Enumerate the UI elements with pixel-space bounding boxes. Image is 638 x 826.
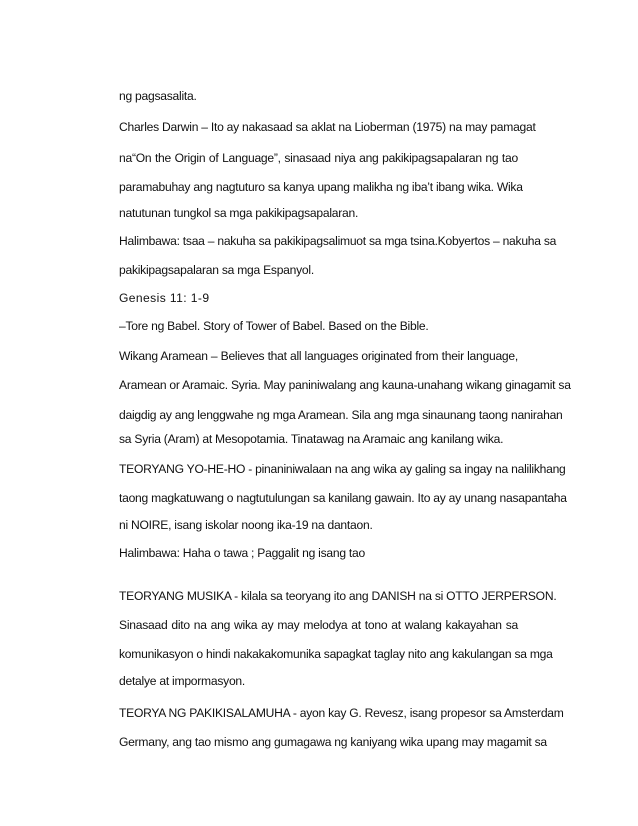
text-line: Halimbawa: tsaa – nakuha sa pakikipagsalimuot sa mga tsina.Kobyertos – nakuha sa — [119, 234, 557, 248]
text-line: sa Syria (Aram) at Mesopotamia. Tinatawag na Aramaic ang kanilang wika. — [119, 432, 504, 446]
text-line: ni NOIRE, isang iskolar noong ika-19 na dantaon. — [119, 518, 373, 532]
text-line: Halimbawa: Haha o tawa ; Paggalit ng isang tao — [119, 546, 365, 560]
text-line: natutunan tungkol sa mga pakikipagsapalaran. — [119, 206, 359, 220]
text-line: pakikipagsapalaran sa mga Espanyol. — [119, 263, 314, 277]
text-line: detalye at impormasyon. — [119, 674, 245, 688]
text-line: Aramean or Aramaic. Syria. May paniniwalang ang kauna-unahang wikang ginagamit sa — [119, 378, 571, 392]
text-line: TEORYANG YO-HE-HO - pinaniniwalaan na ang wika ay galing sa ingay na nalilikhang — [119, 462, 566, 476]
text-line: –Tore ng Babel. Story of Tower of Babel. Based on the Bible. — [119, 319, 429, 333]
text-line: ng pagsasalita. — [119, 89, 197, 103]
text-line: Germany, ang tao mismo ang gumagawa ng kaniyang wika upang may magamit sa — [119, 735, 547, 749]
text-line: Sinasaad dito na ang wika ay may melodya at tono at walang kakayahan sa — [119, 618, 518, 632]
text-line: Genesis 11: 1-9 — [119, 291, 210, 305]
text-line: Wikang Aramean – Believes that all languages originated from their language, — [119, 349, 518, 363]
text-line: komunikasyon o hindi nakakakomunika sapagkat taglay nito ang kakulangan sa mga — [119, 647, 553, 661]
text-line: TEORYA NG PAKIKISALAMUHA - ayon kay G. Revesz, isang propesor sa Amsterdam — [119, 706, 564, 720]
text-line: na“On the Origin of Language”, sinasaad niya ang pakikipagsapalaran ng tao — [119, 151, 518, 165]
text-line: TEORYANG MUSIKA - kilala sa teoryang ito ang DANISH na si OTTO JERPERSON. — [119, 589, 557, 603]
text-line: daigdig ay ang lenggwahe ng mga Aramean. Sila ang mga sinaunang taong nanirahan — [119, 408, 563, 422]
text-line: taong magkatuwang o nagtutulungan sa kanilang gawain. Ito ay ay unang nasapantaha — [119, 491, 567, 505]
text-line: paramabuhay ang nagtuturo sa kanya upang malikha ng iba’t ibang wika. Wika — [119, 180, 523, 194]
text-line: Charles Darwin – Ito ay nakasaad sa aklat na Lioberman (1975) na may pamagat — [119, 120, 536, 134]
